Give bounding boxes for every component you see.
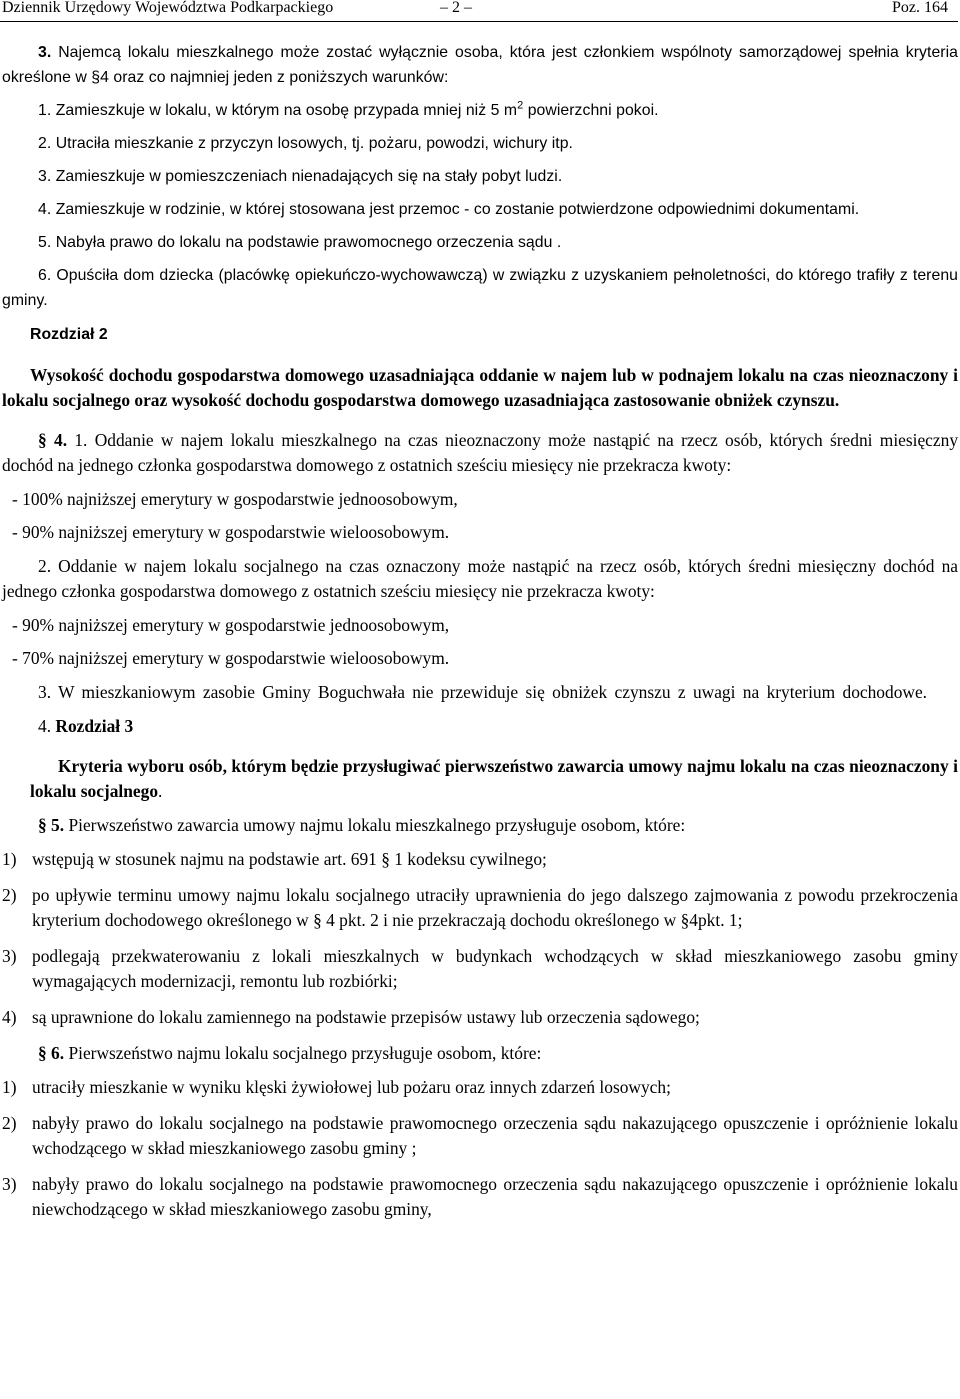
- condition-text: 1. Zamieszkuje w lokalu, w którym na osobę przypada mniej niż 5 m: [38, 102, 518, 119]
- threshold-item: - 70% najniższej emerytury w gospodarstwie wieloosobowym.: [12, 648, 450, 668]
- list-item: [2, 944, 958, 994]
- paragraph-6: [2, 1041, 958, 1066]
- paragraph-4-2: 2. Oddanie w najem lokalu socjalnego na czas oznaczony może nastąpić na rzecz osób, których średni miesięczny dochód na jednego członka gospodarstwa domowego z ostatnich sześciu miesięcy nie przekracza kwoty:: [2, 556, 958, 601]
- priority-list: [2, 847, 958, 1030]
- chapter-2-heading: Wysokość dochodu gospodarstwa domowego uzasadniająca oddanie w najem lub w podnajem lokalu na czas nieoznaczony i lokalu socjalnego oraz wysokość dochodu gospodarstwa domowego uzasadniająca zastosowanie obniżek czynszu.: [2, 365, 958, 410]
- list-item: [2, 1172, 958, 1222]
- list-item: [2, 847, 958, 872]
- condition-item: 5. Nabyła prawo do lokalu na podstawie prawomocnego orzeczenia sądu .: [38, 234, 562, 251]
- heading-text: Kryteria wyboru osób, którym będzie przysługiwać pierwszeństwo zawarcia umowy najmu lokalu na czas nieoznaczony i lokalu socjalnego: [30, 756, 958, 801]
- section-number: § 4.: [38, 430, 68, 450]
- condition-item: 4. Zamieszkuje w rodzinie, w której stosowana jest przemoc - co zostanie potwierdzone odpowiednimi dokumentami.: [38, 201, 860, 218]
- paragraph-text: Oddanie w najem lokalu mieszkalnego na czas nieoznaczony może nastąpić na rzecz osób, których średni miesięczny dochód na jednego członka gospodarstwa domowego z ostatnich sześciu miesięcy nie przekracza kwoty:: [2, 430, 959, 475]
- heading-end: .: [158, 781, 163, 801]
- social-priority-list: [2, 1075, 958, 1222]
- paragraph-text: Pierwszeństwo zawarcia umowy najmu lokalu mieszkalnego przysługuje osobom, które:: [64, 815, 686, 835]
- section-3-intro: [2, 40, 958, 90]
- condition-item: 3. Zamieszkuje w pomieszczeniach nienadających się na stały pobyt ludzi.: [38, 168, 563, 185]
- list-item: [2, 883, 958, 933]
- threshold-item: - 100% najniższej emerytury w gospodarstwie jednoosobowym,: [12, 489, 458, 509]
- list-item-number: 4): [2, 1007, 17, 1027]
- list-item-number: 3): [2, 946, 17, 966]
- journal-title: Dziennik Urzędowy Województwa Podkarpackiego: [2, 0, 334, 16]
- list-item-number: 2): [2, 885, 17, 905]
- list-item: [2, 1111, 958, 1161]
- list-item-number: 3): [2, 1174, 17, 1194]
- page-header: [0, 0, 958, 22]
- paragraph-5: [2, 813, 958, 838]
- threshold-item: - 90% najniższej emerytury w gospodarstwie jednoosobowym,: [12, 615, 450, 635]
- list-item: [2, 1005, 958, 1030]
- chapter-3-heading: [2, 754, 958, 804]
- paragraph-4-3: 3. W mieszkaniowym zasobie Gminy Boguchwała nie przewiduje się obniżek czynszu z uwagi na kryterium dochodowe.: [38, 682, 928, 702]
- page-number: – 2 –: [440, 0, 472, 16]
- list-item: [2, 1075, 958, 1100]
- list-item-number: 1): [2, 1077, 17, 1097]
- list-item-text: podlegają przekwaterowaniu z lokali mieszkalnych w budynkach wchodzących w skład mieszkaniowego zasobu gminy wymagających modernizacji, remontu lub rozbiórki;: [32, 946, 958, 991]
- list-item-number: 2): [2, 1113, 17, 1133]
- position-number: Poz. 164: [892, 0, 948, 16]
- list-item-text: nabyły prawo do lokalu socjalnego na podstawie prawomocnego orzeczenia sądu nakazującego opuszczenie i opróżnienie lokalu niewchodzącego w skład mieszkaniowego zasobu gminy,: [32, 1174, 958, 1219]
- list-item-text: nabyły prawo do lokalu socjalnego na podstawie prawomocnego orzeczenia sądu nakazującego opuszczenie i opróżnienie lokalu wchodzącego w skład mieszkaniowego zasobu gminy ;: [32, 1113, 958, 1158]
- section-number: § 6.: [38, 1043, 65, 1063]
- list-item-text: wstępują w stosunek najmu na podstawie art. 691 § 1 kodeksu cywilnego;: [32, 849, 547, 869]
- paragraph-4-4: [2, 714, 958, 739]
- list-item-text: są uprawnione do lokalu zamiennego na podstawie przepisów ustawy lub orzeczenia sądowego;: [32, 1007, 700, 1027]
- section-text: Najemcą lokalu mieszkalnego może zostać wyłącznie osoba, która jest członkiem wspólnoty samorządowej spełnia kryteria określone w §4 oraz co najmniej jeden z poniższych warunków:: [2, 44, 958, 86]
- list-item-text: po upływie terminu umowy najmu lokalu socjalnego utraciły uprawnienia do jego dalszego zajmowania z powodu przekroczenia kryterium dochodowego określonego w § 4 pkt. 2 i nie przekraczają dochodu określonego w §4pkt. 1;: [32, 885, 958, 930]
- list-item-number: 1): [2, 849, 17, 869]
- condition-text: powierzchni pokoi.: [523, 102, 659, 119]
- chapter-2-title: Rozdział 2: [30, 326, 108, 343]
- list-item-text: utraciły mieszkanie w wyniku klęski żywiołowej lub pożaru oraz innych zdarzeń losowych;: [32, 1077, 671, 1097]
- document-body: [2, 40, 958, 1233]
- superscript: 2: [517, 99, 524, 112]
- condition-item: 2. Utraciła mieszkanie z przyczyn losowych, tj. pożaru, powodzi, wichury itp.: [38, 135, 573, 152]
- item-number: 1.: [67, 430, 88, 450]
- paragraph-text: Pierwszeństwo najmu lokalu socjalnego przysługuje osobom, które:: [64, 1043, 542, 1063]
- paragraph-4-1: [2, 428, 958, 478]
- item-number: 4.: [38, 716, 52, 736]
- section-number: 3.: [38, 44, 52, 61]
- condition-item: [2, 98, 958, 123]
- chapter-3-title: Rozdział 3: [55, 716, 134, 736]
- section-number: § 5.: [38, 815, 65, 835]
- threshold-item: - 90% najniższej emerytury w gospodarstwie wieloosobowym.: [12, 522, 450, 542]
- condition-item: 6. Opuściła dom dziecka (placówkę opiekuńczo-wychowawczą) w związku z uzyskaniem pełnoletności, do którego trafiły z terenu gminy.: [2, 267, 958, 309]
